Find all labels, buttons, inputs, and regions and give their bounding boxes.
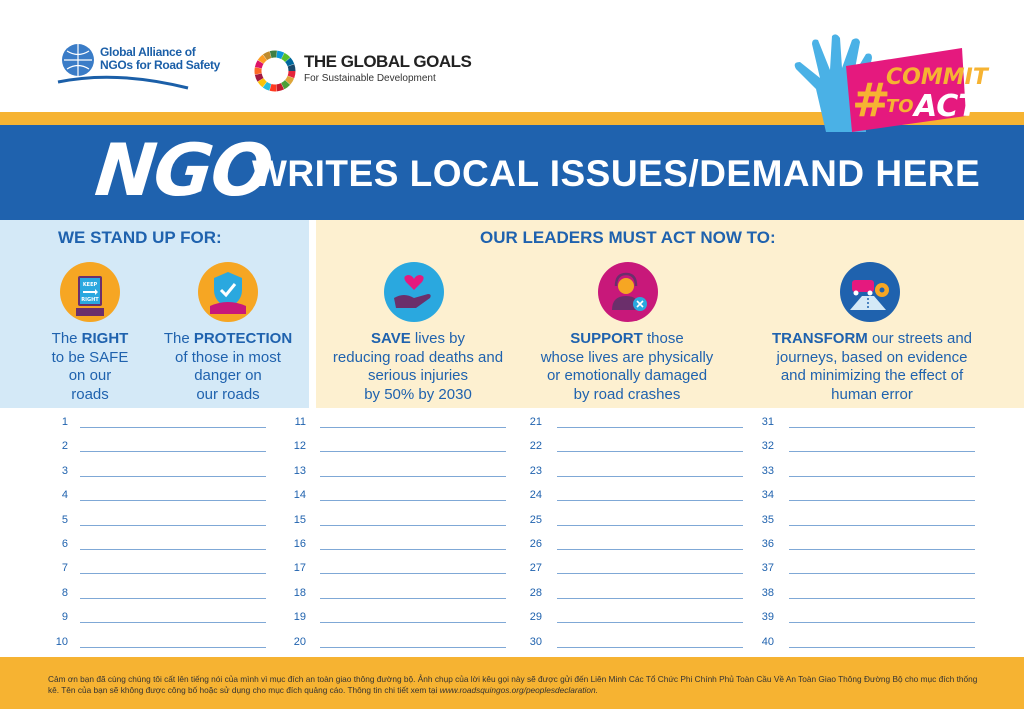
write-in-line[interactable] [557,476,743,477]
pillar-support-bold: SUPPORT [570,330,643,347]
line-number: 31 [761,416,774,428]
line-number: 8 [61,586,68,599]
write-in-line[interactable] [320,647,506,648]
road-gear-icon [840,262,900,322]
commit-to-act-badge [786,34,988,134]
svg-text:TO: TO [886,96,914,117]
write-in-line[interactable] [80,647,266,648]
pillar-transform-line3: human error [831,385,913,403]
write-in-lines-area [0,410,1024,655]
write-in-line[interactable] [320,451,506,452]
headline: WRITES LOCAL ISSUES/DEMAND HERE [252,153,981,194]
pillar-transform-bold: TRANSFORM [771,330,868,347]
hand-icon [786,34,988,134]
write-in-line[interactable] [557,525,743,526]
line-number: 15 [293,513,306,526]
pillar-support-post: those [642,330,684,347]
footer-url: www.roadsquingos.org/peoplesdeclaration. [439,685,598,695]
line-number: 38 [761,586,774,599]
line-number: 30 [529,635,542,648]
write-in-line[interactable] [320,427,506,428]
write-in-line[interactable] [789,427,975,428]
write-in-line[interactable] [80,622,266,623]
write-in-line[interactable] [320,573,506,574]
left-section-header [0,220,309,256]
pillar-save-line3: by 50% by 2030 [364,385,472,403]
write-in-line[interactable] [557,549,743,550]
right-section-header [316,220,1024,256]
pillar-right-bold: RIGHT [81,330,129,347]
write-in-line[interactable] [80,427,266,428]
footer-text: Cảm ơn bạn đã cùng chúng tôi cất lên tiếng nói của mình vì mục đích an toàn giao thông đường bộ. Ảnh chụp của lời kêu gọi này sẽ được gửi đến Liên Minh Các Tổ Chức Phi Chính Phủ Toàn Cầu Về An Toàn Giao Thông Đường Bộ cho mục đích thống kê. Tên của bạn sẽ không được công bố hoặc sử dụng cho mục đích quảng cáo. Thông tin chi tiết xem tại [48,674,978,695]
line-number: 39 [761,611,774,624]
pillar-protection-pre: The [163,330,194,347]
pillar-save [316,330,520,404]
write-in-line[interactable] [320,549,506,550]
svg-text:RIGHT: RIGHT [81,297,99,303]
pillar-transform-post: our streets and [867,330,973,347]
line-number: 13 [293,464,306,477]
line-number: 14 [293,489,306,502]
line-number: 32 [761,440,774,453]
write-in-line[interactable] [789,500,975,501]
alliance-logo-line2: NGOs for Road Safety [100,58,221,72]
pillar-protection [150,330,306,404]
write-in-line[interactable] [80,598,266,599]
pillar-transform-line2: and minimizing the effect of [780,367,964,384]
pillar-protection-line2: danger on [194,367,262,384]
pillar-save-post: lives by [410,330,465,347]
global-goals-title: THE GLOBAL GOALS [304,52,472,71]
line-number: 33 [761,464,774,477]
write-in-line[interactable] [80,549,266,550]
global-goals-wheel-icon [252,48,298,99]
line-number: 29 [529,611,542,624]
line-number: 26 [529,538,542,550]
line-number: 28 [529,586,542,599]
pillar-protection-line1: of those in most [175,348,281,366]
heart-in-hand-icon [384,262,444,322]
write-in-line[interactable] [789,647,975,648]
line-number: 35 [761,513,774,526]
line-number: 20 [293,635,306,648]
line-number: 23 [529,464,542,477]
write-in-line[interactable] [789,525,975,526]
write-in-line[interactable] [557,500,743,501]
pillar-support-line1: whose lives are physically [540,348,714,366]
global-goals-subtitle: For Sustainable Development [304,73,436,84]
pillar-right-line3: roads [71,385,109,403]
write-in-line[interactable] [320,525,506,526]
pillar-right-line1: to be SAFE [51,348,129,366]
pillar-transform-line1: journeys, based on evidence [776,348,968,366]
line-number: 16 [293,538,306,550]
pillar-support-line2: or emotionally damaged [546,367,708,384]
write-in-line[interactable] [80,573,266,574]
line-number: 36 [761,538,774,550]
line-number: 18 [293,586,306,599]
pillar-transform [752,330,992,404]
write-in-line[interactable] [557,427,743,428]
pillar-save-bold: SAVE [371,330,411,347]
alliance-logo-line1: Global Alliance of [100,45,196,59]
line-number: 11 [294,416,306,428]
pillar-right-line2: on our [68,367,112,384]
pillar-right [30,330,150,404]
line-number: 7 [61,562,68,575]
svg-text:#: # [852,73,891,127]
pillar-save-line1: reducing road deaths and [332,348,504,366]
keep-right-sign-icon [60,262,120,322]
write-in-line[interactable] [320,500,506,501]
line-number: 24 [529,489,542,502]
svg-text:ACT: ACT [914,89,979,124]
line-number: 3 [61,464,68,477]
pillar-support [522,330,732,404]
write-in-line[interactable] [320,598,506,599]
line-number: 5 [61,513,68,526]
write-in-line[interactable] [557,647,743,648]
pillar-protection-line3: our roads [196,385,260,403]
line-number: 10 [55,635,68,648]
right-section-title: OUR LEADERS MUST ACT NOW TO: [480,228,776,247]
write-in-line[interactable] [557,622,743,623]
line-number: 21 [529,416,542,428]
line-number: 4 [61,489,68,502]
left-section-title: WE STAND UP FOR: [58,228,222,247]
line-number: 1 [61,416,68,428]
ngo-word: NGO [91,128,275,212]
write-in-line[interactable] [789,476,975,477]
line-number: 9 [61,611,68,624]
line-number: 17 [293,562,306,575]
line-number: 22 [529,440,542,453]
footer-note [48,674,978,696]
line-number: 40 [761,635,774,648]
pillar-save-line2: serious injuries [367,367,469,384]
write-in-line[interactable] [320,476,506,477]
write-in-line[interactable] [789,451,975,452]
svg-text:KEEP: KEEP [82,282,98,288]
write-in-line[interactable] [789,549,975,550]
line-number: 12 [293,440,306,453]
line-number: 25 [529,513,542,526]
write-in-line[interactable] [557,573,743,574]
line-number: 37 [761,562,774,575]
line-number: 27 [529,562,542,575]
line-number: 6 [61,538,68,550]
alliance-logo-text [100,46,220,72]
write-in-line[interactable] [80,500,266,501]
pillar-support-line3: by road crashes [573,385,681,403]
write-in-line[interactable] [789,573,975,574]
write-in-line[interactable] [789,622,975,623]
write-in-line[interactable] [789,598,975,599]
write-in-line[interactable] [557,451,743,452]
line-number: 2 [61,440,68,453]
pillar-right-pre: The [51,330,82,347]
write-in-line[interactable] [80,451,266,452]
write-in-line[interactable] [80,476,266,477]
write-in-line[interactable] [557,598,743,599]
write-in-line[interactable] [80,525,266,526]
line-number: 19 [293,611,306,624]
support-agent-icon [598,262,658,322]
pillar-protection-bold: PROTECTION [193,330,293,347]
svg-text:COMMIT: COMMIT [886,65,988,90]
write-in-line[interactable] [320,622,506,623]
shield-check-icon [198,262,258,322]
line-number: 34 [761,489,774,502]
